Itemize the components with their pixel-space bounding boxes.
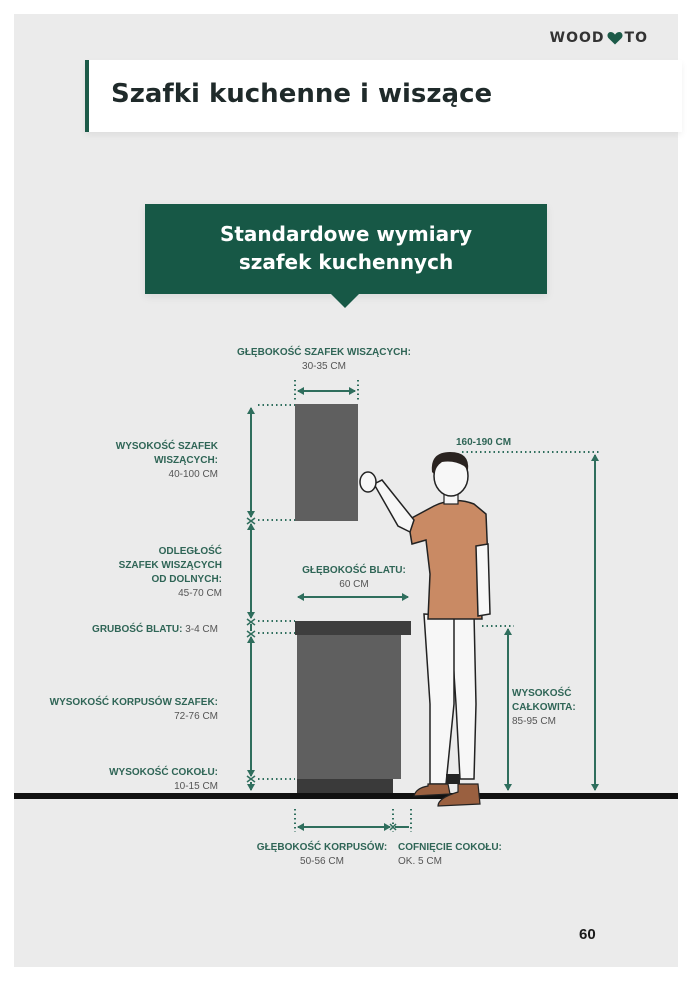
label-heading: WYSOKOŚĆ KORPUSÓW SZAFEK: [49, 697, 218, 708]
countertop [295, 621, 411, 635]
label-value: 40-100 CM [168, 469, 218, 480]
label-cabinet-gap [74, 545, 222, 601]
label-heading: ODLEGŁOŚĆ [158, 546, 222, 557]
page [14, 14, 678, 967]
label-heading: GŁĘBOKOŚĆ BLATU: [302, 565, 406, 576]
person-shoe-front [414, 784, 450, 796]
wall-cabinet [295, 404, 358, 521]
base-cabinet [297, 635, 401, 779]
label-total-height [512, 687, 612, 729]
kitchen-diagram [14, 14, 678, 967]
page-number: 60 [579, 926, 596, 943]
callout-line-1: Standardowe wymiary [219, 222, 473, 246]
label-value: 10-15 CM [174, 781, 218, 792]
label-value: 50-56 CM [300, 856, 344, 867]
label-countertop-thickness [54, 623, 218, 637]
brand-left: WOOD [549, 30, 605, 46]
label-carcass-depth [250, 841, 394, 869]
label-value: 60 CM [339, 579, 369, 590]
label-heading: WISZĄCYCH: [154, 455, 218, 466]
label-countertop-depth [274, 564, 434, 592]
label-wall-cabinet-depth [214, 346, 434, 374]
person-arm-raised [374, 480, 414, 532]
label-heading: WYSOKOŚĆ SZAFEK [115, 441, 218, 452]
label-carcass-height [34, 696, 218, 724]
plinth [297, 779, 393, 793]
label-value: OK. 5 CM [398, 856, 442, 867]
person-arm-lowered [476, 544, 490, 616]
label-value: 30-35 CM [302, 361, 346, 372]
label-heading: GRUBOŚĆ BLATU: [92, 624, 183, 635]
label-heading: COFNIĘCIE COKOŁU: [398, 842, 502, 853]
label-value: 3-4 CM [185, 624, 218, 635]
label-value: 45-70 CM [178, 588, 222, 599]
page-title: Szafki kuchenne i wiszące [111, 79, 493, 109]
label-plinth-recess [398, 841, 528, 869]
label-value: 72-76 CM [174, 711, 218, 722]
label-plinth-height [54, 766, 218, 794]
person-leg-front [424, 614, 454, 784]
person-hand-raised [360, 472, 376, 492]
label-value: 85-95 CM [512, 716, 556, 727]
label-heading: WYSOKOŚĆ [512, 688, 572, 699]
brand-right: TO [624, 30, 648, 46]
callout-line-2: szafek kuchennych [238, 250, 454, 274]
label-heading: CAŁKOWITA: [512, 702, 576, 713]
label-heading: GŁĘBOKOŚĆ SZAFEK WISZĄCYCH: [237, 347, 411, 358]
label-heading: OD DOLNYCH: [151, 574, 222, 585]
label-heading: WYSOKOŚĆ COKOŁU: [109, 767, 218, 778]
label-person-height [456, 436, 556, 450]
label-value: 160-190 CM [456, 437, 512, 448]
label-heading: SZAFEK WISZĄCYCH [118, 560, 222, 571]
label-wall-cabinet-height [74, 440, 218, 482]
label-heading: GŁĘBOKOŚĆ KORPUSÓW: [256, 842, 388, 853]
person-socks [446, 774, 460, 784]
